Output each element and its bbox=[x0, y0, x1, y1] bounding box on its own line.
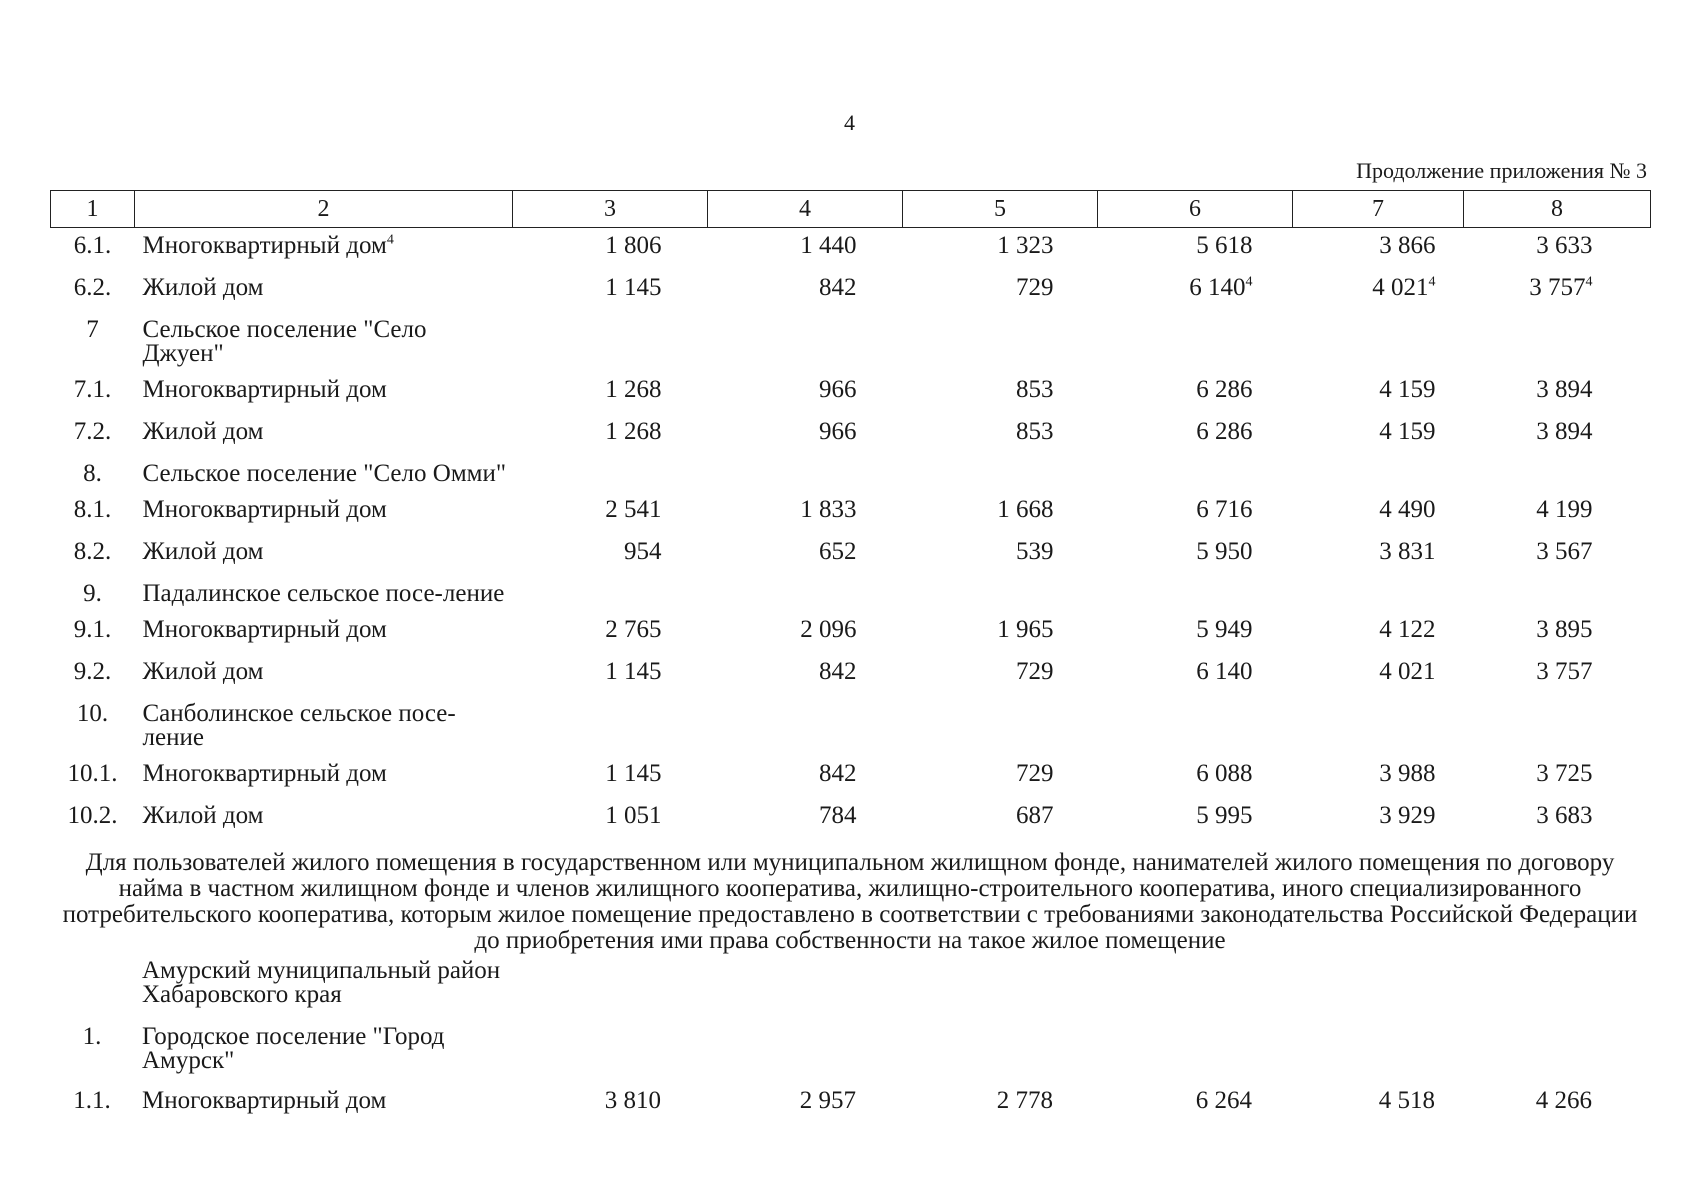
value-col-3 bbox=[513, 312, 708, 372]
row-name bbox=[135, 414, 513, 456]
value-col-6 bbox=[1098, 228, 1293, 271]
value-text: 4 266 bbox=[1535, 1087, 1592, 1114]
value-col-4 bbox=[708, 756, 903, 798]
row-name bbox=[134, 955, 512, 1021]
value-col-3 bbox=[513, 270, 708, 312]
row-number: 10. bbox=[76, 700, 109, 727]
value-col-7 bbox=[1293, 534, 1464, 576]
row-name bbox=[135, 456, 513, 492]
table-row bbox=[51, 612, 1651, 654]
value-text: 3 866 bbox=[1379, 232, 1436, 259]
value-col-3 bbox=[512, 1087, 707, 1125]
value-text: 954 bbox=[624, 538, 662, 565]
value-text: 966 bbox=[819, 376, 857, 403]
value-text: 3 810 bbox=[604, 1087, 661, 1114]
row-number: 10.2. bbox=[67, 802, 118, 829]
value-text: 1 268 bbox=[605, 418, 662, 445]
table-row bbox=[51, 654, 1651, 696]
row-name-text: Жилой дом bbox=[142, 802, 264, 829]
value-col-5 bbox=[902, 1021, 1097, 1087]
value-col-3 bbox=[513, 372, 708, 414]
value-col-5 bbox=[903, 654, 1098, 696]
value-col-5 bbox=[903, 612, 1098, 654]
value-text: 5 950 bbox=[1196, 538, 1253, 565]
value-col-4 bbox=[708, 492, 903, 534]
value-col-6 bbox=[1098, 492, 1293, 534]
value-text: 652 bbox=[819, 538, 857, 565]
value-text: 539 bbox=[1016, 538, 1054, 565]
value-col-7 bbox=[1293, 756, 1464, 798]
header-col-4: 4 bbox=[708, 191, 903, 228]
row-number: 6.1. bbox=[73, 232, 112, 259]
value-col-6 bbox=[1098, 312, 1293, 372]
value-col-7 bbox=[1293, 228, 1464, 271]
header-col-1: 1 bbox=[51, 191, 135, 228]
header-col-8: 8 bbox=[1464, 191, 1651, 228]
value-col-4 bbox=[708, 654, 903, 696]
table-row bbox=[51, 492, 1651, 534]
value-text: 1 051 bbox=[605, 802, 662, 829]
value-col-6 bbox=[1098, 696, 1293, 756]
value-col-8 bbox=[1464, 576, 1651, 612]
value-col-6 bbox=[1098, 456, 1293, 492]
value-col-3 bbox=[513, 576, 708, 612]
row-name-text: Многоквартирный дом bbox=[142, 760, 387, 787]
value-col-4 bbox=[708, 534, 903, 576]
row-name-text: Многоквартирный дом bbox=[142, 376, 387, 403]
value-col-8 bbox=[1463, 1087, 1650, 1125]
tariff-table-continued bbox=[50, 955, 1650, 1125]
row-name bbox=[135, 270, 513, 312]
value-col-5 bbox=[903, 696, 1098, 756]
row-name-text: Многоквартирный дом bbox=[142, 496, 387, 523]
value-col-3 bbox=[513, 414, 708, 456]
footnote-mark: 4 bbox=[1245, 274, 1253, 290]
value-col-7 bbox=[1293, 270, 1464, 312]
value-text: 6 286 bbox=[1196, 418, 1253, 445]
table-row bbox=[51, 270, 1651, 312]
row-number: 1. bbox=[82, 1023, 102, 1050]
value-text: 6 716 bbox=[1196, 496, 1253, 523]
value-text: 4 021 bbox=[1379, 658, 1436, 685]
table-row bbox=[51, 534, 1651, 576]
row-number: 7.2. bbox=[73, 418, 112, 445]
row-name-text: Многоквартирный дом bbox=[142, 1087, 387, 1114]
value-col-6 bbox=[1097, 955, 1292, 1021]
value-text: 4 122 bbox=[1379, 616, 1436, 643]
header-col-7: 7 bbox=[1293, 191, 1464, 228]
value-col-3 bbox=[513, 456, 708, 492]
value-col-5 bbox=[903, 576, 1098, 612]
value-col-8 bbox=[1464, 534, 1651, 576]
row-number: 7 bbox=[86, 316, 99, 343]
row-name bbox=[134, 1087, 512, 1125]
value-col-3 bbox=[513, 612, 708, 654]
table-group-row bbox=[50, 955, 1650, 1021]
row-name bbox=[135, 492, 513, 534]
value-col-5 bbox=[903, 756, 1098, 798]
row-name-text: Санболинское сельское посе-ление bbox=[142, 700, 456, 751]
value-text: 2 778 bbox=[996, 1087, 1053, 1114]
value-col-5 bbox=[903, 228, 1098, 271]
value-text: 4 159 bbox=[1379, 376, 1436, 403]
value-col-8 bbox=[1463, 1021, 1650, 1087]
table-row bbox=[51, 228, 1651, 271]
tariff-table bbox=[50, 190, 1651, 840]
value-col-5 bbox=[903, 456, 1098, 492]
value-col-3 bbox=[513, 534, 708, 576]
table-row bbox=[51, 414, 1651, 456]
value-col-5 bbox=[903, 492, 1098, 534]
row-name-text: Многоквартирный дом bbox=[142, 616, 387, 643]
table-group-row bbox=[50, 1021, 1650, 1087]
row-name-text: Многоквартирный дом bbox=[142, 232, 387, 259]
value-col-5 bbox=[902, 955, 1097, 1021]
value-text: 2 957 bbox=[799, 1087, 856, 1114]
value-text: 729 bbox=[1016, 760, 1054, 787]
value-text: 6 088 bbox=[1196, 760, 1253, 787]
continuation-label: Продолжение приложения № 3 bbox=[1356, 158, 1647, 183]
value-col-8 bbox=[1464, 414, 1651, 456]
value-col-5 bbox=[903, 372, 1098, 414]
value-text: 3 757 bbox=[1536, 658, 1593, 685]
value-col-7 bbox=[1293, 576, 1464, 612]
value-text: 1 268 bbox=[605, 376, 662, 403]
value-col-4 bbox=[707, 1021, 902, 1087]
value-text: 729 bbox=[1016, 658, 1054, 685]
value-text: 784 bbox=[819, 802, 857, 829]
table-body bbox=[51, 228, 1651, 841]
value-col-8 bbox=[1464, 756, 1651, 798]
row-name bbox=[135, 756, 513, 798]
header-col-5: 5 bbox=[903, 191, 1098, 228]
value-text: 4 021 bbox=[1372, 274, 1429, 301]
value-text: 842 bbox=[819, 658, 857, 685]
row-name bbox=[135, 228, 513, 271]
value-col-4 bbox=[708, 612, 903, 654]
value-col-7 bbox=[1293, 696, 1464, 756]
header-col-3: 3 bbox=[513, 191, 708, 228]
value-text: 853 bbox=[1016, 376, 1054, 403]
row-number: 6.2. bbox=[73, 274, 112, 301]
value-text: 3 929 bbox=[1379, 802, 1436, 829]
row-number: 8. bbox=[83, 460, 102, 487]
value-col-7 bbox=[1293, 456, 1464, 492]
value-col-7 bbox=[1292, 955, 1463, 1021]
row-name-text: Сельское поселение "Село Омми" bbox=[142, 460, 507, 487]
value-col-4 bbox=[708, 456, 903, 492]
value-col-3 bbox=[513, 654, 708, 696]
value-text: 3 831 bbox=[1379, 538, 1436, 565]
row-name-text: Жилой дом bbox=[142, 538, 264, 565]
value-text: 5 995 bbox=[1196, 802, 1253, 829]
value-text: 1 965 bbox=[997, 616, 1054, 643]
value-col-3 bbox=[512, 955, 707, 1021]
value-text: 6 140 bbox=[1196, 658, 1253, 685]
value-col-6 bbox=[1098, 654, 1293, 696]
row-number: 9.2. bbox=[73, 658, 112, 685]
row-name-text: Жилой дом bbox=[142, 274, 264, 301]
value-col-8 bbox=[1464, 228, 1651, 271]
table-row bbox=[51, 372, 1651, 414]
row-number: 10.1. bbox=[67, 760, 118, 787]
value-text: 3 988 bbox=[1379, 760, 1436, 787]
value-text: 5 949 bbox=[1196, 616, 1253, 643]
row-number: 9.1. bbox=[73, 616, 112, 643]
value-col-8 bbox=[1464, 456, 1651, 492]
value-col-3 bbox=[513, 798, 708, 840]
table-row bbox=[51, 798, 1651, 840]
value-col-8 bbox=[1463, 955, 1650, 1021]
value-text: 3 633 bbox=[1536, 232, 1593, 259]
row-name-text: Городское поселение "Город Амурск" bbox=[142, 1023, 445, 1074]
header-col-2: 2 bbox=[135, 191, 513, 228]
value-col-3 bbox=[513, 696, 708, 756]
value-col-4 bbox=[708, 696, 903, 756]
value-col-5 bbox=[903, 798, 1098, 840]
table-group-row bbox=[51, 312, 1651, 372]
row-name bbox=[135, 696, 513, 756]
value-col-3 bbox=[513, 492, 708, 534]
value-text: 3 894 bbox=[1536, 418, 1593, 445]
value-text: 6 264 bbox=[1195, 1087, 1252, 1114]
value-col-8 bbox=[1464, 372, 1651, 414]
row-name-text: Жилой дом bbox=[142, 658, 264, 685]
row-name-text: Падалинское сельское посе-ление bbox=[142, 580, 505, 607]
value-text: 1 145 bbox=[605, 274, 662, 301]
value-col-6 bbox=[1098, 534, 1293, 576]
row-number: 1.1. bbox=[73, 1087, 111, 1114]
value-col-4 bbox=[707, 1087, 902, 1125]
value-text: 5 618 bbox=[1196, 232, 1253, 259]
value-col-6 bbox=[1098, 798, 1293, 840]
row-name bbox=[135, 576, 513, 612]
value-text: 1 806 bbox=[605, 232, 662, 259]
table-group-row bbox=[51, 696, 1651, 756]
value-col-8 bbox=[1464, 696, 1651, 756]
value-text: 729 bbox=[1016, 274, 1054, 301]
value-col-6 bbox=[1098, 270, 1293, 312]
value-text: 4 490 bbox=[1379, 496, 1436, 523]
value-col-6 bbox=[1098, 576, 1293, 612]
value-col-6 bbox=[1098, 756, 1293, 798]
row-number: 9. bbox=[83, 580, 102, 607]
value-text: 1 668 bbox=[997, 496, 1054, 523]
row-name bbox=[135, 612, 513, 654]
table-group-row bbox=[51, 456, 1651, 492]
value-text: 4 199 bbox=[1536, 496, 1593, 523]
value-col-8 bbox=[1464, 612, 1651, 654]
table-body-continued bbox=[50, 955, 1650, 1125]
footnote-mark: 4 bbox=[1585, 274, 1593, 290]
value-text: 842 bbox=[819, 760, 857, 787]
value-col-5 bbox=[902, 1087, 1097, 1125]
value-text: 3 725 bbox=[1536, 760, 1593, 787]
value-col-7 bbox=[1293, 372, 1464, 414]
row-name bbox=[135, 312, 513, 372]
section-note: Для пользователей жилого помещения в государственном или муниципальном жилищном фонде, нанимателей жилого помещения по договору найма в частном жилищном фонде и членов жилищного кооператива, жилищно-строительного кооператива, иного специализированного потребительского кооператива, которым жилое помещение предоставлено в соответствии с требованиями законодательства Российской Федерации до приобретения ими права собственности на такое жилое помещение bbox=[62, 849, 1638, 954]
value-col-7 bbox=[1293, 612, 1464, 654]
page-number: 4 bbox=[844, 110, 855, 135]
value-col-7 bbox=[1293, 492, 1464, 534]
value-col-6 bbox=[1097, 1021, 1292, 1087]
value-col-5 bbox=[903, 534, 1098, 576]
value-col-6 bbox=[1098, 414, 1293, 456]
value-col-4 bbox=[707, 955, 902, 1021]
value-text: 1 833 bbox=[800, 496, 857, 523]
value-text: 1 145 bbox=[605, 658, 662, 685]
row-number: 8.2. bbox=[73, 538, 112, 565]
table-row bbox=[51, 756, 1651, 798]
value-text: 3 567 bbox=[1536, 538, 1593, 565]
value-col-4 bbox=[708, 312, 903, 372]
value-col-4 bbox=[708, 270, 903, 312]
value-text: 842 bbox=[819, 274, 857, 301]
value-text: 1 145 bbox=[605, 760, 662, 787]
row-number: 7.1. bbox=[73, 376, 112, 403]
value-text: 3 894 bbox=[1536, 376, 1593, 403]
row-name bbox=[135, 534, 513, 576]
value-col-4 bbox=[708, 798, 903, 840]
value-col-6 bbox=[1098, 372, 1293, 414]
value-col-8 bbox=[1464, 492, 1651, 534]
value-text: 1 323 bbox=[997, 232, 1054, 259]
table-row bbox=[50, 1087, 1650, 1125]
value-col-6 bbox=[1098, 612, 1293, 654]
row-name-text: Амурский муниципальный район Хабаровского края bbox=[142, 957, 501, 1008]
value-col-4 bbox=[708, 372, 903, 414]
value-col-7 bbox=[1293, 312, 1464, 372]
row-number bbox=[50, 955, 134, 1021]
value-col-7 bbox=[1292, 1021, 1463, 1087]
value-col-3 bbox=[513, 228, 708, 271]
value-text: 3 895 bbox=[1536, 616, 1593, 643]
value-col-6 bbox=[1097, 1087, 1292, 1125]
value-col-4 bbox=[708, 228, 903, 271]
row-number: 8.1. bbox=[73, 496, 112, 523]
value-col-7 bbox=[1293, 414, 1464, 456]
row-name bbox=[135, 654, 513, 696]
value-text: 3 683 bbox=[1536, 802, 1593, 829]
row-name bbox=[135, 798, 513, 840]
value-text: 4 518 bbox=[1378, 1087, 1435, 1114]
value-text: 6 140 bbox=[1189, 274, 1246, 301]
value-col-5 bbox=[903, 270, 1098, 312]
value-col-8 bbox=[1464, 654, 1651, 696]
value-text: 2 765 bbox=[605, 616, 662, 643]
value-text: 3 757 bbox=[1529, 274, 1586, 301]
value-text: 6 286 bbox=[1196, 376, 1253, 403]
header-col-6: 6 bbox=[1098, 191, 1293, 228]
value-text: 966 bbox=[819, 418, 857, 445]
value-col-7 bbox=[1292, 1087, 1463, 1125]
value-col-7 bbox=[1293, 798, 1464, 840]
value-col-5 bbox=[903, 414, 1098, 456]
value-text: 687 bbox=[1016, 802, 1054, 829]
value-col-8 bbox=[1464, 312, 1651, 372]
value-text: 1 440 bbox=[800, 232, 857, 259]
value-text: 853 bbox=[1016, 418, 1054, 445]
table-group-row bbox=[51, 576, 1651, 612]
value-text: 2 541 bbox=[605, 496, 662, 523]
value-col-3 bbox=[512, 1021, 707, 1087]
value-col-3 bbox=[513, 756, 708, 798]
value-col-7 bbox=[1293, 654, 1464, 696]
value-col-8 bbox=[1464, 798, 1651, 840]
row-name-text: Жилой дом bbox=[142, 418, 264, 445]
row-name-text: Сельское поселение "Село Джуен" bbox=[142, 316, 427, 367]
row-name bbox=[135, 372, 513, 414]
footnote-mark: 4 bbox=[386, 232, 394, 248]
row-name bbox=[134, 1021, 512, 1087]
footnote-mark: 4 bbox=[1428, 274, 1436, 290]
value-col-4 bbox=[708, 414, 903, 456]
value-col-5 bbox=[903, 312, 1098, 372]
value-text: 2 096 bbox=[800, 616, 857, 643]
value-text: 4 159 bbox=[1379, 418, 1436, 445]
table-header-row bbox=[51, 191, 1651, 228]
value-col-4 bbox=[708, 576, 903, 612]
value-col-8 bbox=[1464, 270, 1651, 312]
